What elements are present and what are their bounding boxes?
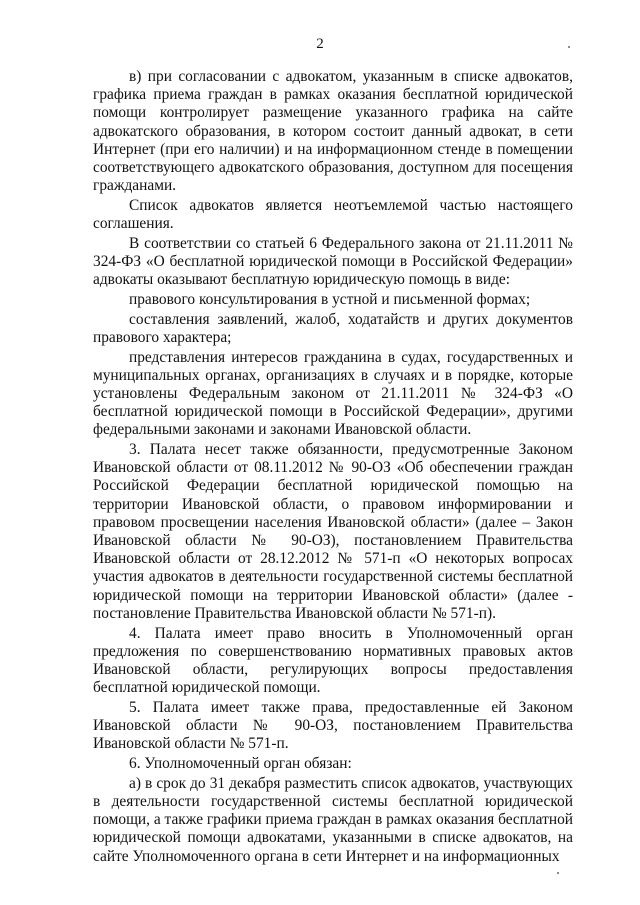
paragraph-federal-law: В соответствии со статьей 6 Федерального закона от 21.11.2011 № 324-ФЗ «О бесплатной юридической помощи в Российской Федерации» адвокаты оказывают бесплатную юридическую помощь в виде: [93, 234, 573, 289]
list-item-representation: представления интересов гражданина в судах, государственных и муниципальных органах, организациях в случаях и в порядке, которые установлены Федеральным законом от 21.11.2011 № 324-ФЗ «О бесплатной юридической помощи в Российской Федерации», другими федеральными законами и законами Ивановской области. [93, 348, 573, 439]
scan-speck [557, 872, 559, 874]
scan-speck [568, 46, 570, 48]
paragraph-item-v: в) при согласовании с адвокатом, указанным в списке адвокатов, графика приема граждан в рамках оказания бесплатной юридической помощи контролирует размещение указанного графика на сайте адвокатского образования, в котором состоит данный адвокат, в сети Интернет (при его наличии) и на информационном стенде в помещении соответствующего адвокатского образования, доступном для посещения гражданами. [93, 68, 573, 195]
paragraph-clause-3: 3. Палата несет также обязанности, предусмотренные Законом Ивановской области от 08.11.2012 № 90-ОЗ «Об обеспечении граждан Российской Федерации бесплатной юридической помощью на территории Ивановской области, о правовом информировании и правовом просвещении населения Ивановской области» (далее – Закон Ивановской области № 90-ОЗ), постановлением Правительства Ивановской области от 28.12.2012 № 571-п «О некоторых вопросах участия адвокатов в деятельности государственной системы бесплатной юридической помощи на территории Ивановской области» (далее - постановление Правительства Ивановской области № 571-п). [93, 441, 573, 622]
paragraph-clause-6: 6. Уполномоченный орган обязан: [129, 755, 352, 773]
paragraph-clause-5: 5. Палата имеет также права, предоставленные ей Законом Ивановской области № 90-ОЗ, постановлением Правительства Ивановской области № 571-п. [93, 698, 573, 753]
list-item-consulting: правового консультирования в устной и письменной формах; [129, 290, 531, 308]
document-body [93, 68, 573, 867]
paragraph-clause-6a: а) в срок до 31 декабря разместить список адвокатов, участвующих в деятельности государственной системы бесплатной юридической помощи, а также графики приема граждан в рамках оказания бесплатной юридической помощи адвокатами, указанными в списке адвокатов, на сайте Уполномоченного органа в сети Интернет и на информационных [93, 774, 574, 865]
list-item-documents: составления заявлений, жалоб, ходатайств и других документов правового характера; [93, 310, 573, 346]
paragraph-lawyers-list: Список адвокатов является неотъемлемой частью настоящего соглашения. [93, 196, 573, 233]
page-number: 2 [316, 36, 324, 52]
paragraph-clause-4: 4. Палата имеет право вносить в Уполномоченный орган предложения по совершенствованию нормативных правовых актов Ивановской области, регулирующих вопросы предоставления бесплатной юридической помощи. [93, 624, 573, 697]
